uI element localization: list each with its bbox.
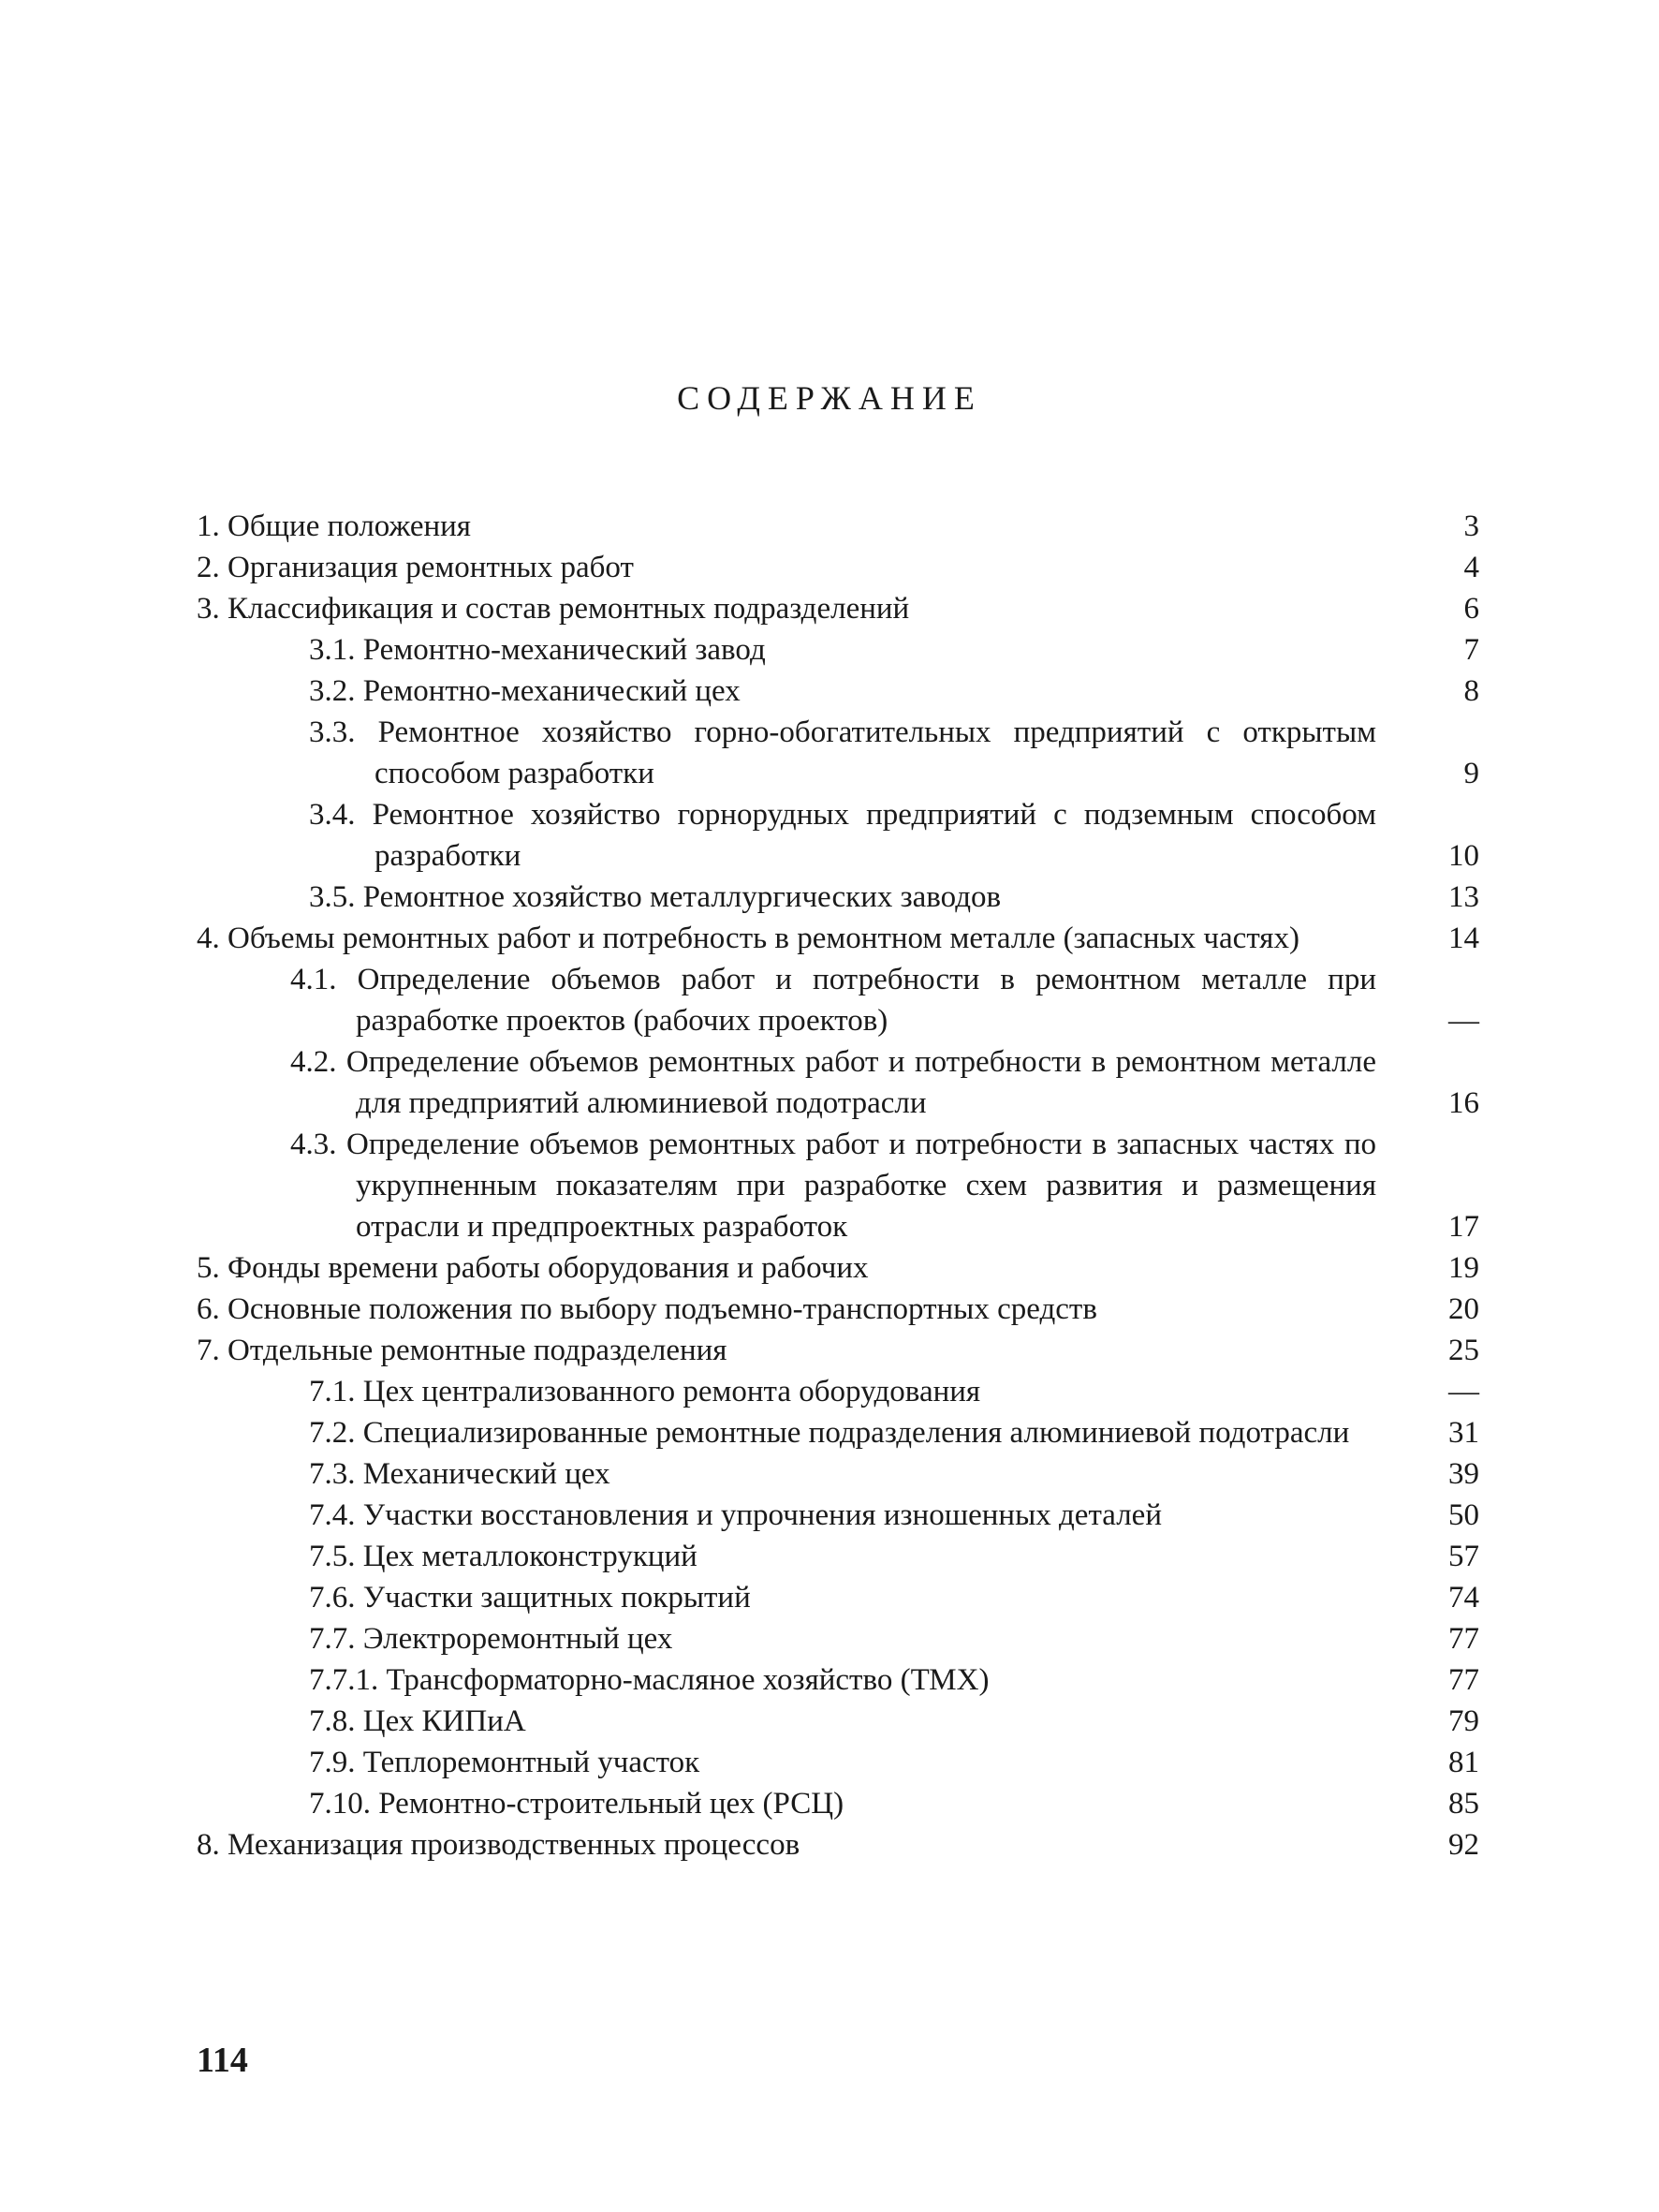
toc-entry-page: 77 xyxy=(1448,1663,1479,1697)
toc-entry xyxy=(197,959,1479,1041)
toc-entry-page: — xyxy=(1448,1375,1479,1408)
toc-entry-text: 4.3. Определение объемов ремонтных работ и потребности в запасных частях по укрупненным показателям при разработке схем развития и размещения отрасли и предпроектных разработок xyxy=(290,1128,1376,1244)
toc-entry-text: 1. Общие положения xyxy=(197,509,471,543)
toc-entry-page: 25 xyxy=(1448,1334,1479,1367)
toc-entry-page: 8 xyxy=(1463,674,1479,708)
toc-entry-page: 31 xyxy=(1448,1416,1479,1450)
toc-entry-text: 7.9. Теплоремонтный участок xyxy=(309,1746,700,1779)
toc-entry xyxy=(197,1659,1479,1701)
toc-entry-text: 7. Отдельные ремонтные подразделения xyxy=(197,1334,727,1367)
toc-entry-page: 77 xyxy=(1448,1622,1479,1656)
toc-entry xyxy=(197,1371,1479,1412)
toc-entry-page: 39 xyxy=(1448,1457,1479,1491)
toc-entry-page: 7 xyxy=(1463,633,1479,667)
toc-entry xyxy=(197,506,1479,547)
toc-entry xyxy=(197,1289,1479,1330)
toc-entry-page: 74 xyxy=(1448,1581,1479,1615)
toc-entry-text: 7.3. Механический цех xyxy=(309,1457,610,1491)
toc-entry-text: 4. Объемы ремонтных работ и потребность в ремонтном металле (запасных частях) xyxy=(197,922,1299,955)
toc-entry-text: 7.6. Участки защитных покрытий xyxy=(309,1581,751,1615)
toc-entry-text: 7.5. Цех металлоконструкций xyxy=(309,1540,697,1573)
toc-entry xyxy=(197,547,1479,588)
toc-entry xyxy=(197,1618,1479,1659)
toc-entry-page: 20 xyxy=(1448,1292,1479,1326)
toc-entry xyxy=(197,1742,1479,1783)
toc-entry-text: 2. Организация ремонтных работ xyxy=(197,551,634,584)
toc-entry-text: 5. Фонды времени работы оборудования и рабочих xyxy=(197,1251,869,1285)
toc-entry xyxy=(197,1495,1479,1536)
toc-entry xyxy=(197,1330,1479,1371)
toc-entry-text: 3.1. Ремонтно-механический завод xyxy=(309,633,766,667)
page-number: 114 xyxy=(197,2041,248,2080)
toc-entry-page: 79 xyxy=(1448,1704,1479,1738)
toc-entry-text: 3. Классификация и состав ремонтных подразделений xyxy=(197,592,910,626)
toc-entry xyxy=(197,877,1479,918)
toc-entry-text: 4.1. Определение объемов работ и потребности в ремонтном металле при разработке проектов (рабочих проектов) xyxy=(290,963,1376,1038)
toc-entry-page: 17 xyxy=(1448,1210,1479,1244)
toc-entry-text: 7.8. Цех КИПиА xyxy=(309,1704,526,1738)
toc-entry xyxy=(197,918,1479,959)
toc-entry xyxy=(197,1536,1479,1577)
toc-entry-text: 6. Основные положения по выбору подъемно-транспортных средств xyxy=(197,1292,1097,1326)
toc-entry-page: 6 xyxy=(1463,592,1479,626)
toc-entry-page: 81 xyxy=(1448,1746,1479,1779)
toc-entry-text: 7.1. Цех централизованного ремонта оборудования xyxy=(309,1375,981,1408)
toc-entry xyxy=(197,629,1479,671)
toc-entry-text: 7.7.1. Трансформаторно-масляное хозяйство (ТМХ) xyxy=(309,1663,990,1697)
toc-entry-text: 7.4. Участки восстановления и упрочнения изношенных деталей xyxy=(309,1498,1162,1532)
toc-entry-text: 3.5. Ремонтное хозяйство металлургических заводов xyxy=(309,880,1002,914)
toc-entry-page: 92 xyxy=(1448,1828,1479,1862)
toc-entry-text: 4.2. Определение объемов ремонтных работ и потребности в ремонтном металле для предприятий алюминиевой подотрасли xyxy=(290,1045,1376,1120)
toc-entry-page: 50 xyxy=(1448,1498,1479,1532)
toc-entry-text: 8. Механизация производственных процессов xyxy=(197,1828,800,1862)
toc-entry xyxy=(197,671,1479,712)
page-title: СОДЕРЖАНИЕ xyxy=(677,379,982,417)
toc-entry-text: 3.3. Ремонтное хозяйство горно-обогатительных предприятий с открытым способом разработки xyxy=(309,715,1376,790)
table-of-contents xyxy=(197,506,1479,1865)
toc-entry-page: 9 xyxy=(1463,757,1479,790)
toc-entry xyxy=(197,794,1479,877)
toc-entry-text: 3.2. Ремонтно-механический цех xyxy=(309,674,741,708)
toc-entry-text: 7.10. Ремонтно-строительный цех (РСЦ) xyxy=(309,1787,844,1821)
toc-entry xyxy=(197,1824,1479,1865)
toc-entry xyxy=(197,1412,1479,1453)
toc-entry xyxy=(197,1247,1479,1289)
toc-entry-page: — xyxy=(1448,1004,1479,1038)
toc-entry-text: 7.2. Специализированные ремонтные подразделения алюминиевой подотрасли xyxy=(309,1416,1350,1450)
toc-entry xyxy=(197,1577,1479,1618)
toc-entry xyxy=(197,1124,1479,1247)
toc-entry-page: 3 xyxy=(1463,509,1479,543)
toc-entry-page: 19 xyxy=(1448,1251,1479,1285)
toc-entry-page: 85 xyxy=(1448,1787,1479,1821)
toc-entry xyxy=(197,712,1479,794)
toc-entry-text: 7.7. Электроремонтный цех xyxy=(309,1622,673,1656)
toc-entry-page: 16 xyxy=(1448,1086,1479,1120)
toc-entry xyxy=(197,1783,1479,1824)
toc-entry xyxy=(197,1701,1479,1742)
toc-entry xyxy=(197,1041,1479,1124)
toc-entry-page: 14 xyxy=(1448,922,1479,955)
toc-entry xyxy=(197,588,1479,629)
toc-entry-page: 4 xyxy=(1463,551,1479,584)
toc-entry xyxy=(197,1453,1479,1495)
toc-entry-text: 3.4. Ремонтное хозяйство горнорудных предприятий с подземным способом разработки xyxy=(309,798,1376,873)
toc-entry-page: 57 xyxy=(1448,1540,1479,1573)
toc-entry-page: 10 xyxy=(1448,839,1479,873)
toc-entry-page: 13 xyxy=(1448,880,1479,914)
